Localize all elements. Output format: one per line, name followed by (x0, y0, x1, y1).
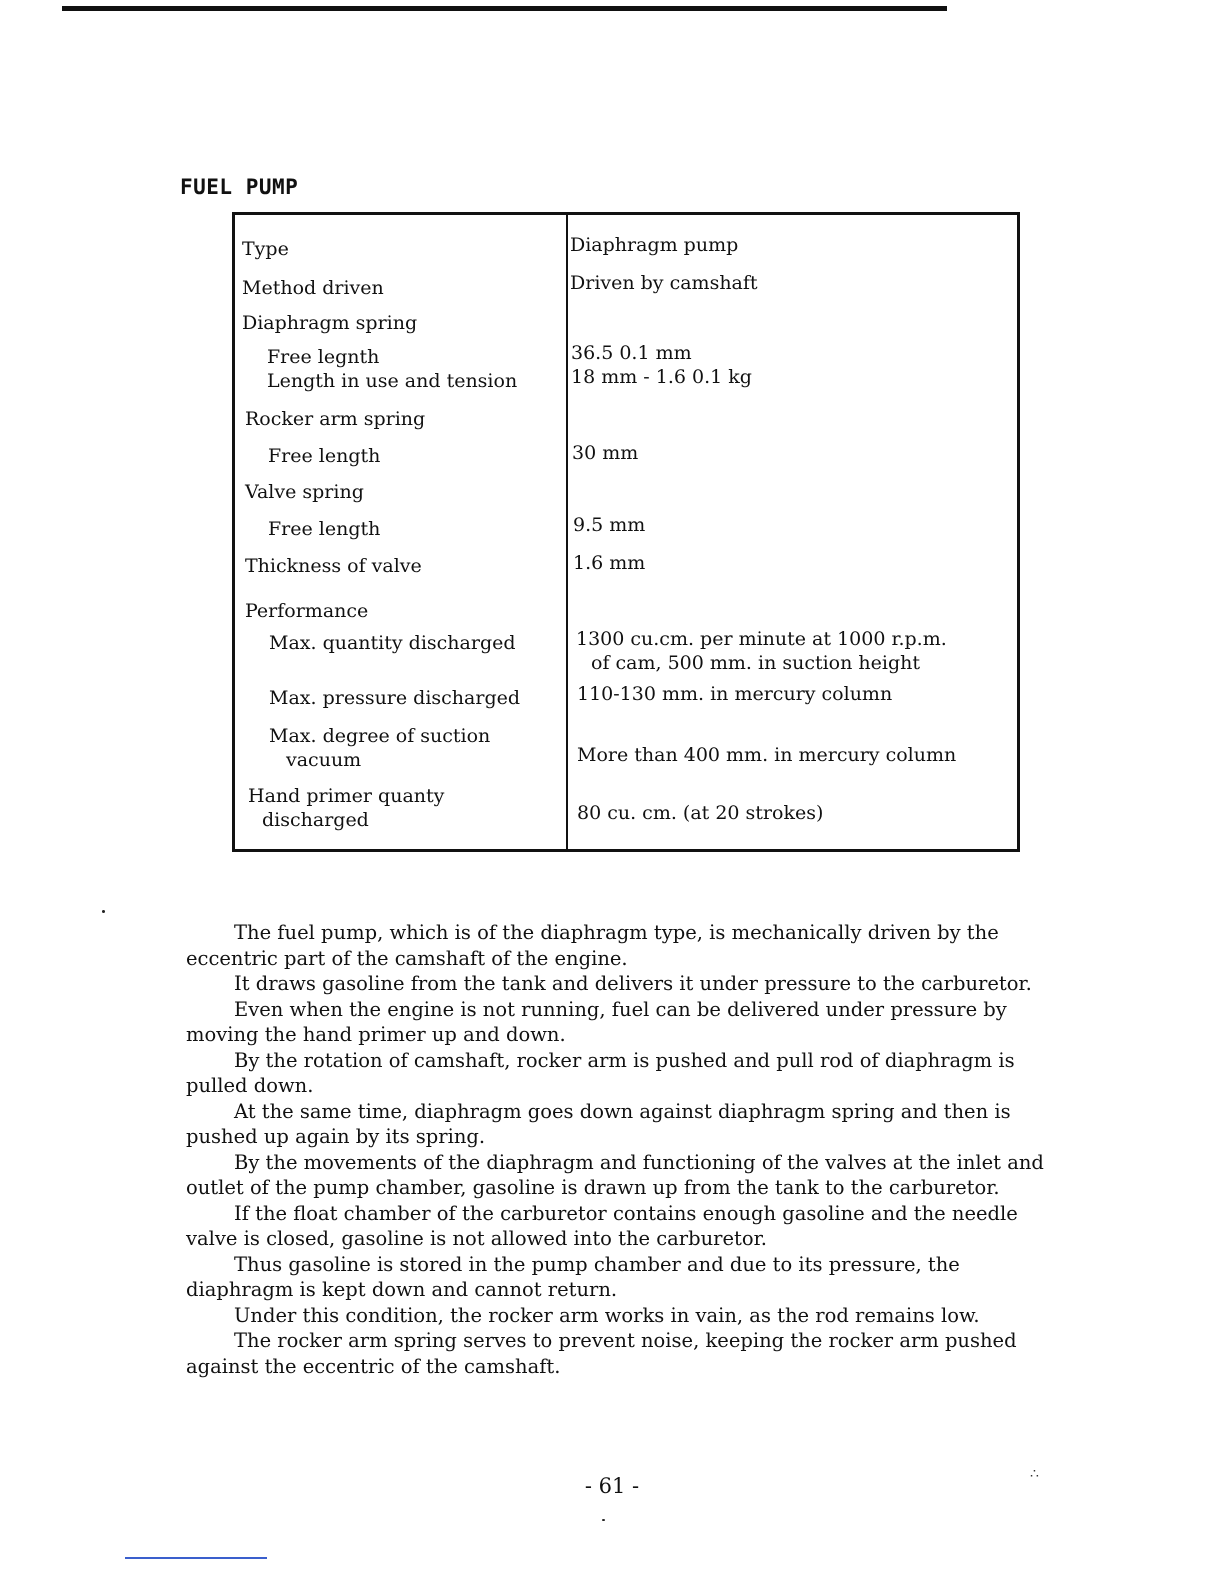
spec-value: 30 mm (572, 442, 639, 464)
spec-label: Max. degree of suction (269, 725, 491, 747)
paragraph: By the rotation of camshaft, rocker arm is pushed and pull rod of diaphragm is pulled down. (186, 1048, 1015, 1097)
paragraph: The rocker arm spring serves to prevent noise, keeping the rocker arm pushed against the eccentric of the camshaft. (186, 1329, 1017, 1378)
spec-value: Driven by camshaft (570, 272, 758, 294)
spec-value: Diaphragm pump (570, 234, 739, 256)
spec-label: Length in use and tension (267, 370, 518, 392)
spec-label: Max. quantity discharged (269, 632, 516, 654)
paragraph: The fuel pump, which is of the diaphragm type, is mechanically driven by the eccentric part of the camshaft of the engine. (186, 921, 999, 970)
paragraph: Under this condition, the rocker arm works in vain, as the rod remains low. (234, 1303, 980, 1327)
body-text (186, 920, 1048, 1379)
spec-table (232, 212, 1020, 852)
spec-label: Type (242, 238, 289, 260)
top-rule (62, 6, 947, 11)
spec-label: Hand primer quanty (248, 785, 445, 807)
spec-label: Free legnth (267, 346, 380, 368)
speck-mark (602, 1519, 605, 1521)
spec-value: 1.6 mm (573, 552, 646, 574)
column-divider (566, 215, 568, 849)
spec-value: 80 cu. cm. (at 20 strokes) (577, 802, 824, 824)
spec-label: Valve spring (245, 481, 364, 503)
spec-value: More than 400 mm. in mercury column (577, 744, 957, 766)
spec-value: 1300 cu.cm. per minute at 1000 r.p.m. (576, 628, 947, 650)
spec-value: 18 mm - 1.6 0.1 kg (571, 366, 752, 388)
spec-value: of cam, 500 mm. in suction height (591, 652, 920, 674)
spec-label: Free length (268, 445, 381, 467)
spec-label: Max. pressure discharged (269, 687, 521, 709)
spec-label: Method driven (242, 277, 384, 299)
spec-value: 9.5 mm (573, 514, 646, 536)
bottom-rule (125, 1557, 267, 1559)
spec-label: Performance (245, 600, 369, 622)
paragraph: Thus gasoline is stored in the pump chamber and due to its pressure, the diaphragm is kept down and cannot return. (186, 1252, 960, 1301)
spec-value: 36.5 0.1 mm (571, 342, 692, 364)
paragraph: It draws gasoline from the tank and delivers it under pressure to the carburetor. (234, 972, 1032, 995)
paragraph: By the movements of the diaphragm and functioning of the valves at the inlet and outlet of the pump chamber, gasoline is drawn up from the tank to the carburetor. (186, 1150, 1044, 1199)
spec-value: 110-130 mm. in mercury column (577, 683, 893, 705)
spec-label: Rocker arm spring (245, 408, 426, 430)
spec-label: vacuum (286, 749, 362, 771)
page-number: - 61 - (584, 1474, 640, 1498)
paragraph: Even when the engine is not running, fuel can be delivered under pressure by moving the hand primer up and down. (186, 997, 1007, 1046)
paragraph: If the float chamber of the carburetor contains enough gasoline and the needle valve is closed, gasoline is not allowed into the carburetor. (186, 1201, 1018, 1250)
speck-mark (102, 910, 105, 913)
spec-label: Diaphragm spring (242, 312, 418, 334)
page-title: FUEL PUMP (180, 175, 299, 199)
scan-mark-icon: ∴ (1030, 1466, 1039, 1482)
spec-label: Free length (268, 518, 381, 540)
spec-label: Thickness of valve (245, 555, 422, 577)
spec-label: discharged (262, 809, 369, 831)
paragraph: At the same time, diaphragm goes down against diaphragm spring and then is pushed up again by its spring. (186, 1099, 1011, 1148)
